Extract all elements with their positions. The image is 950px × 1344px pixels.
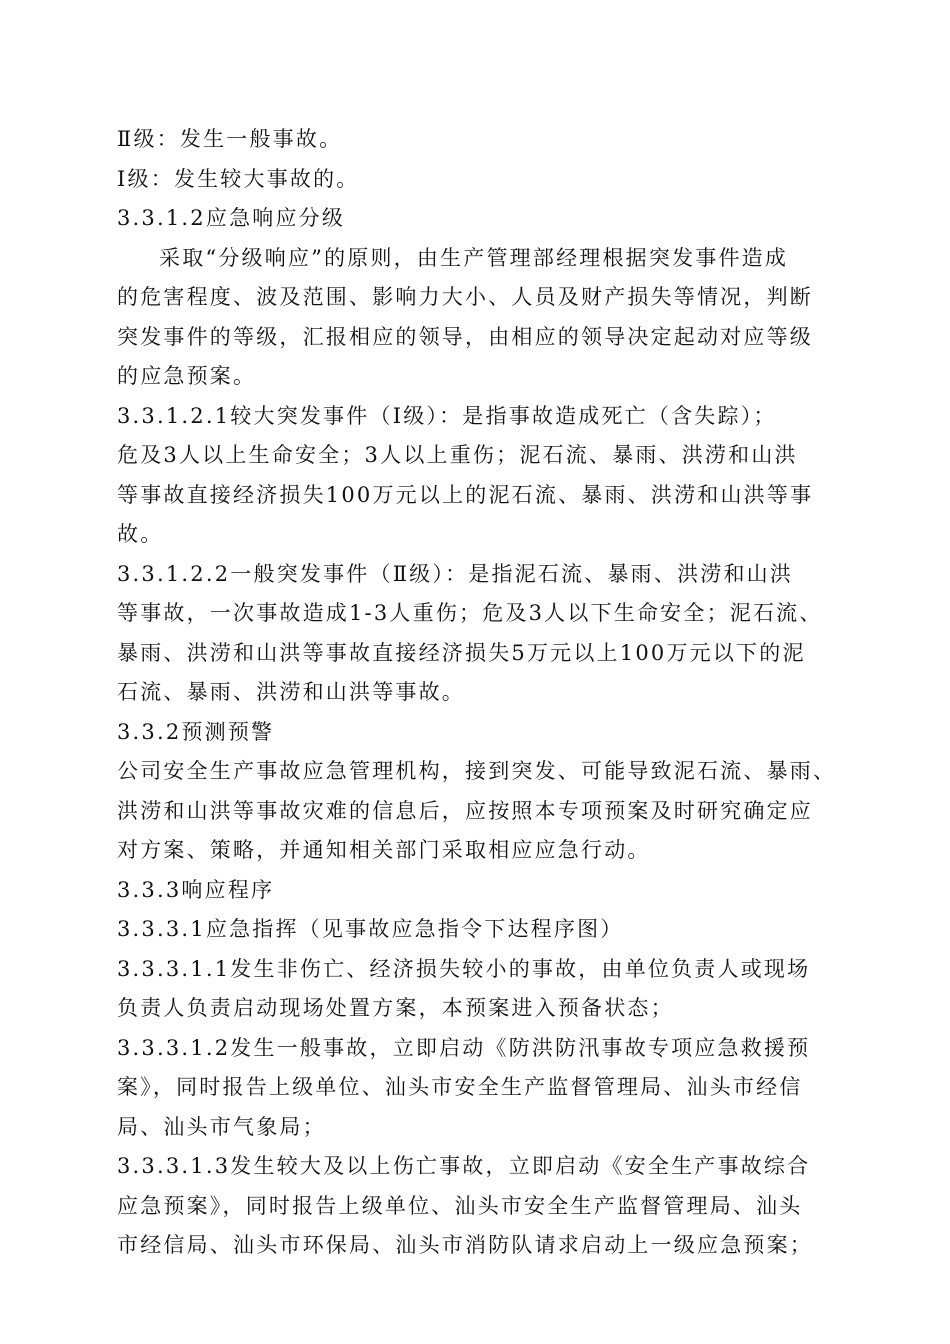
section-heading-3-3-2: 3.3.2预测预警 — [117, 719, 275, 744]
section-heading-3-3-3: 3.3.3响应程序 — [117, 877, 275, 902]
paragraph-line: 对方案、策略，并通知相关部门采取相应应急行动。 — [117, 838, 651, 862]
clause-3-3-3-1-1-line: 负责人负责启动现场处置方案，本预案进入预备状态； — [117, 996, 674, 1020]
text-line-level-2: Ⅱ级：发生一般事故。 — [117, 127, 343, 151]
clause-3-3-1-2-2-line: 暴雨、洪涝和山洪等事故直接经济损失5万元以上100万元以下的泥 — [117, 640, 806, 665]
clause-3-3-1-2-1-line: 故。 — [117, 522, 164, 546]
text-line-level-1: Ⅰ级：发生较大事故的。 — [117, 166, 360, 191]
clause-3-3-3-1-2-line: 局、汕头市气象局； — [117, 1114, 326, 1139]
clause-3-3-3-1-3-line: 市经信局、汕头市环保局、汕头市消防队请求启动上一级应急预案； — [117, 1233, 813, 1257]
clause-3-3-1-2-1-line: 3.3.1.2.1较大突发事件（Ⅰ级）：是指事故造成死亡（含失踪）； — [117, 403, 777, 428]
clause-3-3-3-1-2-line: 案》，同时报告上级单位、汕头市安全生产监督管理局、汕头市经信 — [117, 1075, 803, 1099]
paragraph-line: 公司安全生产事故应急管理机构，接到突发、可能导致泥石流、暴雨、 — [117, 759, 837, 783]
document-body — [117, 120, 837, 1266]
paragraph-line: 洪涝和山洪等事故灾难的信息后，应按照本专项预案及时研究确定应 — [117, 798, 813, 823]
clause-3-3-3-1-3-line: 应急预案》，同时报告上级单位、汕头市安全生产监督管理局、汕头 — [117, 1193, 803, 1218]
paragraph-line: 突发事件的等级，汇报相应的领导，由相应的领导决定起动对应等级 — [117, 324, 813, 349]
paragraph-line: 的危害程度、波及范围、影响力大小、人员及财产损失等情况，判断 — [117, 285, 813, 309]
clause-3-3-3-1-3-line: 3.3.3.1.3发生较大及以上伤亡事故，立即启动《安全生产事故综合 — [117, 1154, 811, 1178]
clause-3-3-3-1-line: 3.3.3.1应急指挥（见事故应急指令下达程序图） — [117, 917, 624, 941]
paragraph-line: 采取“分级响应”的原则，由生产管理部经理根据突发事件造成 — [159, 245, 789, 270]
clause-3-3-1-2-1-line: 等事故直接经济损失100万元以上的泥石流、暴雨、洪涝和山洪等事 — [117, 482, 814, 507]
clause-3-3-1-2-2-line: 石流、暴雨、洪涝和山洪等事故。 — [117, 680, 465, 704]
clause-3-3-3-1-2-line: 3.3.3.1.2发生一般事故，立即启动《防洪防汛事故专项应急救援预 — [117, 1035, 811, 1060]
section-heading-3-3-1-2: 3.3.1.2应急响应分级 — [117, 206, 346, 230]
clause-3-3-3-1-1-line: 3.3.3.1.1发生非伤亡、经济损失较小的事故，由单位负责人或现场 — [117, 956, 811, 981]
clause-3-3-1-2-2-line: 等事故，一次事故造成1-3人重伤；危及3人以下生命安全；泥石流、 — [117, 601, 823, 625]
clause-3-3-1-2-2-line: 3.3.1.2.2一般突发事件（Ⅱ级）：是指泥石流、暴雨、洪涝和山洪 — [117, 561, 794, 586]
clause-3-3-1-2-1-line: 危及3人以上生命安全；3人以上重伤；泥石流、暴雨、洪涝和山洪 — [117, 443, 798, 467]
paragraph-line: 的应急预案。 — [117, 364, 257, 388]
